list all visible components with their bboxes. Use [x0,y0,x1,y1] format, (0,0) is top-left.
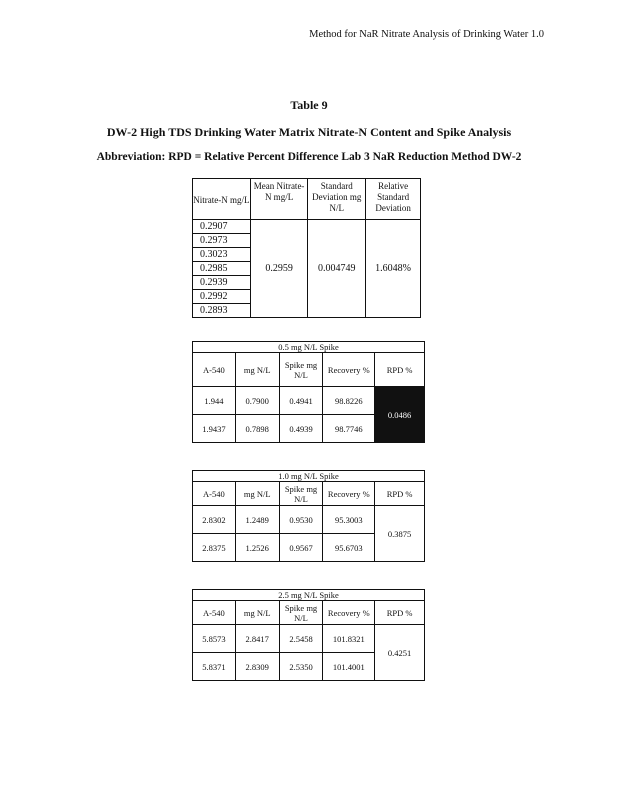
col-header-spike: Spike mg N/L [279,482,323,506]
col-header-recovery: Recovery % [323,482,375,506]
stats-value: 0.2939 [193,276,251,290]
table-title: DW-2 High TDS Drinking Water Matrix Nitrate-N Content and Spike Analysis [106,125,512,139]
stats-header-nitrate: Nitrate-N mg/L [193,179,251,220]
col-header-spike: Spike mg N/L [279,601,323,625]
stats-value: 0.2992 [193,290,251,304]
stats-value: 0.2907 [193,220,251,234]
spike-table-2-5 [192,589,425,681]
cell-a540: 2.8302 [193,506,236,534]
cell-recovery: 98.7746 [323,415,375,443]
cell-spike: 2.5458 [279,625,323,653]
stats-header-std: Standard Deviation mg N/L [308,179,366,220]
cell-spike: 0.9530 [279,506,323,534]
col-header-spike: Spike mg N/L [279,353,323,387]
stats-rsd: 1.6048% [366,220,421,318]
cell-rpd: 0.0486 [375,387,425,443]
cell-spike: 0.4939 [279,415,323,443]
cell-mgn: 0.7900 [235,387,279,415]
cell-mgn: 0.7898 [235,415,279,443]
cell-recovery: 101.8321 [323,625,375,653]
abbreviation-line: Abbreviation: RPD = Relative Percent Difference Lab 3 NaR Reduction Method DW-2 [96,151,522,163]
table-number: Table 9 [290,98,328,112]
nitrate-stats-table [192,178,421,318]
col-header-mgn: mg N/L [235,353,279,387]
cell-a540: 1.9437 [193,415,236,443]
spike-table-1-0 [192,470,425,562]
cell-spike: 0.4941 [279,387,323,415]
stats-header-mean: Mean Nitrate-N mg/L [250,179,308,220]
col-header-rpd: RPD % [375,601,425,625]
col-header-rpd: RPD % [375,482,425,506]
stats-value: 0.3023 [193,248,251,262]
stats-value: 0.2973 [193,234,251,248]
cell-rpd: 0.4251 [375,625,425,681]
cell-recovery: 95.6703 [323,534,375,562]
stats-value: 0.2893 [193,304,251,318]
cell-a540: 5.8371 [193,653,236,681]
running-header: Method for NaR Nitrate Analysis of Drinking Water 1.0 [309,29,544,40]
spike-table-0-5 [192,341,425,443]
stats-mean: 0.2959 [250,220,308,318]
col-header-a540: A-540 [193,353,236,387]
cell-mgn: 2.8309 [235,653,279,681]
spike-caption: 2.5 mg N/L Spike [193,590,425,601]
col-header-rpd: RPD % [375,353,425,387]
stats-header-rsd: Relative Standard Deviation [366,179,421,220]
cell-a540: 1.944 [193,387,236,415]
cell-mgn: 2.8417 [235,625,279,653]
spike-caption: 0.5 mg N/L Spike [193,342,425,353]
stats-std: 0.004749 [308,220,366,318]
col-header-recovery: Recovery % [323,601,375,625]
cell-rpd: 0.3875 [375,506,425,562]
cell-spike: 2.5350 [279,653,323,681]
cell-recovery: 101.4001 [323,653,375,681]
cell-recovery: 98.8226 [323,387,375,415]
spike-caption: 1.0 mg N/L Spike [193,471,425,482]
col-header-mgn: mg N/L [235,482,279,506]
cell-a540: 5.8573 [193,625,236,653]
cell-a540: 2.8375 [193,534,236,562]
col-header-a540: A-540 [193,482,236,506]
stats-value: 0.2985 [193,262,251,276]
col-header-recovery: Recovery % [323,353,375,387]
cell-mgn: 1.2526 [235,534,279,562]
cell-spike: 0.9567 [279,534,323,562]
col-header-mgn: mg N/L [235,601,279,625]
col-header-a540: A-540 [193,601,236,625]
cell-recovery: 95.3003 [323,506,375,534]
cell-mgn: 1.2489 [235,506,279,534]
